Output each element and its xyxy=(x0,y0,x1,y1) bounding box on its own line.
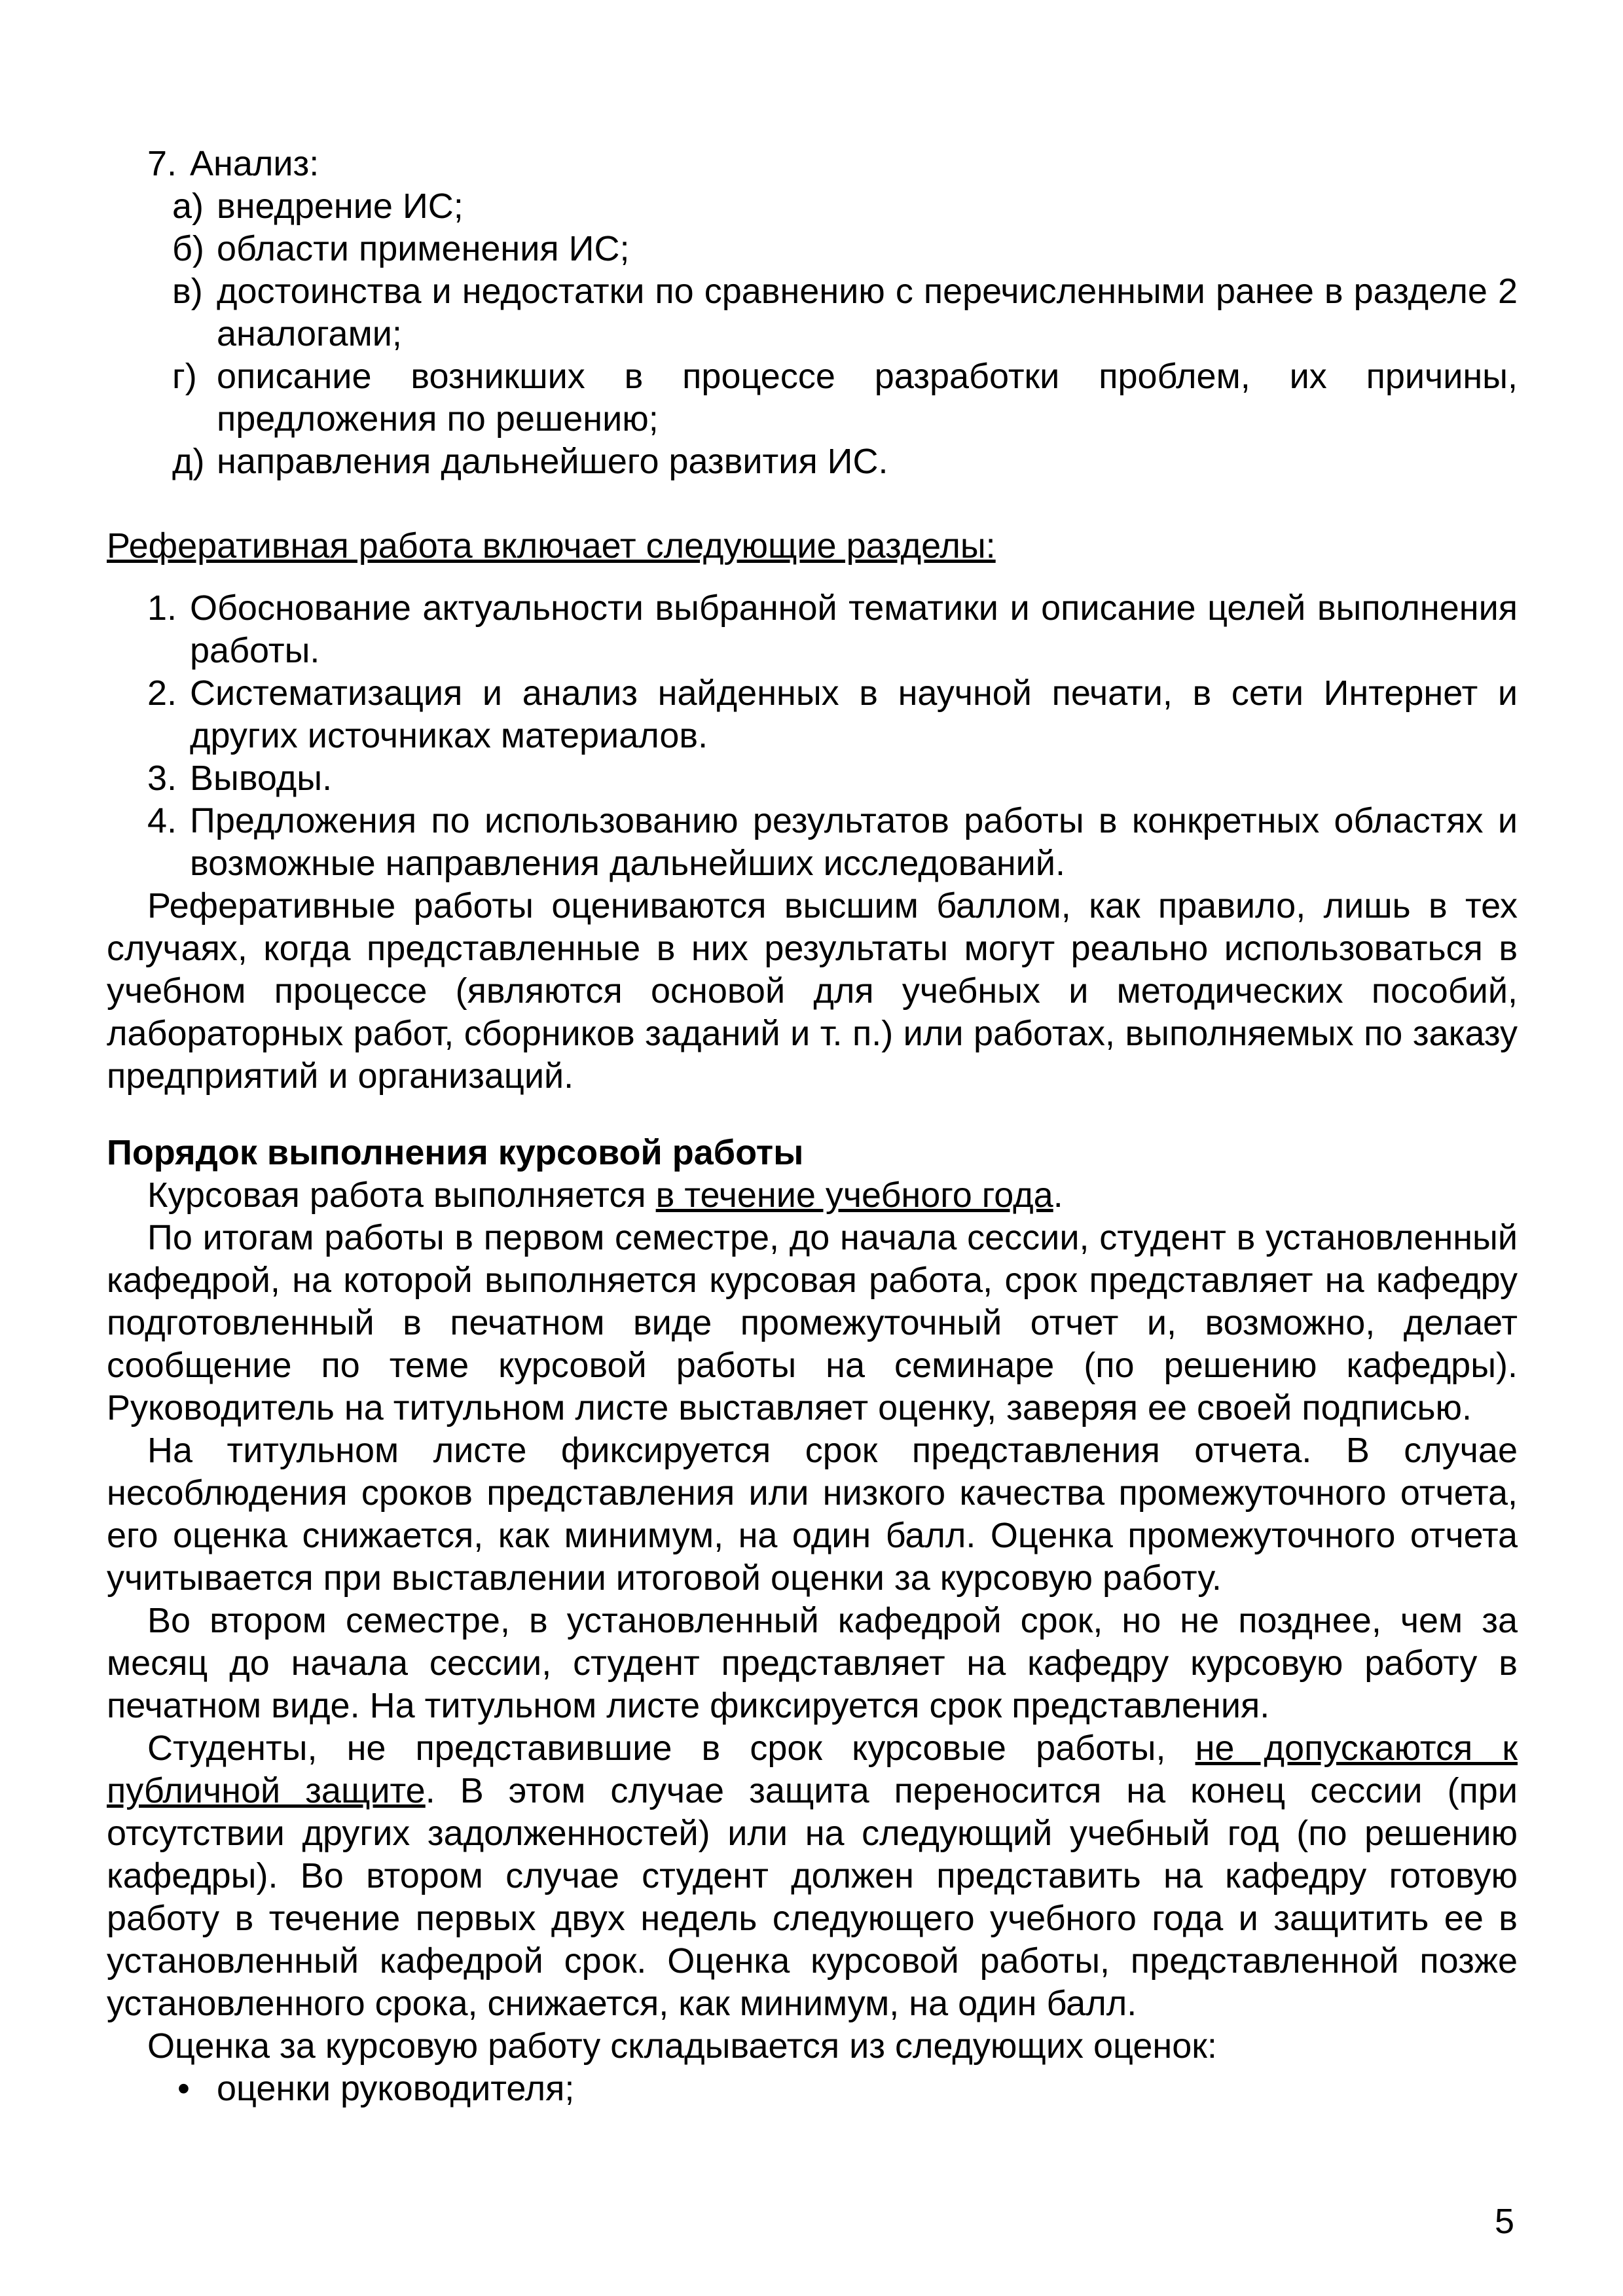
list-item xyxy=(107,270,1518,355)
bullet-marker: • xyxy=(177,2069,190,2108)
analysis-list-title-row xyxy=(107,143,1518,185)
list-item-text: Обоснование актуальности выбранной тематики и описание целей выполнения работы. xyxy=(190,588,1518,670)
bullet-item-text: оценки руководителя; xyxy=(217,2069,575,2108)
list-letter-marker: а) xyxy=(172,187,204,226)
list-item-text: Предложения по использованию результатов работы в конкретных областях и возможные направления дальнейших исследований. xyxy=(190,801,1518,883)
list-item xyxy=(107,185,1518,228)
underlined-phrase: в течение учебного года xyxy=(655,1175,1053,1215)
list-letter-marker: б) xyxy=(172,229,204,268)
section-heading-referat: Реферативная работа включает следующие разделы: xyxy=(107,526,996,565)
list-item-text: направления дальнейшего развития ИС. xyxy=(217,442,888,481)
analysis-list xyxy=(107,143,1518,483)
order-paragraph-1 xyxy=(107,1174,1518,1217)
paragraph-text: Курсовая работа выполняется xyxy=(147,1175,656,1215)
analysis-list-title: Анализ: xyxy=(190,144,319,183)
list-number-marker: 1. xyxy=(147,588,177,628)
order-paragraph-2: По итогам работы в первом семестре, до начала сессии, студент в установленный кафедрой, на которой выполняется курсовая работа, срок представляет на кафедру подготовленный в печатном виде промежуточный отчет и, возможно, делает сообщение по теме курсовой работы на семинаре (по решению кафедры). Руководитель на титульном листе выставляет оценку, заверяя ее своей подписью. xyxy=(107,1218,1518,1427)
underlined-phrase: не допускаются к публичной защите xyxy=(107,1729,1518,1810)
list-item xyxy=(107,355,1518,440)
list-item-text: достоинства и недостатки по сравнению с перечисленными ранее в разделе 2 аналогами; xyxy=(217,272,1518,353)
list-item-text: внедрение ИС; xyxy=(217,187,464,226)
list-item xyxy=(107,587,1518,672)
order-paragraph-3: На титульном листе фиксируется срок представления отчета. В случае несоблюдения сроков представления или низкого качества промежуточного отчета, его оценка снижается, как минимум, на один балл. Оценка промежуточного отчета учитывается при выставлении итоговой оценки за курсовую работу. xyxy=(107,1431,1518,1598)
paragraph-text: . xyxy=(1053,1175,1063,1215)
list-number-marker: 2. xyxy=(147,673,177,713)
list-item-text: области применения ИС; xyxy=(217,229,630,268)
list-letter-marker: г) xyxy=(172,357,197,396)
list-number-marker: 3. xyxy=(147,759,177,798)
list-letter-marker: в) xyxy=(172,272,203,311)
order-paragraph-5 xyxy=(107,1727,1518,2025)
list-item xyxy=(107,672,1518,757)
paragraph-text: . В этом случае защита переносится на конец сессии (при отсутствии других задолженностей) или на следующий учебный год (по решению кафедры). Во втором случае студент должен представить на кафедру готовую работу в течение первых двух недель следующего учебного года и защитить ее в установленный кафедрой срок. Оценка курсовой работы, представленной позже установленного срока, снижается, как минимум, на один балл. xyxy=(107,1771,1518,2023)
list-number-marker: 7. xyxy=(147,144,177,183)
list-item xyxy=(107,800,1518,885)
paragraph-text: Студенты, не представившие в срок курсовые работы, xyxy=(147,1729,1195,1768)
list-item xyxy=(107,440,1518,483)
list-item xyxy=(107,228,1518,270)
section-heading-order: Порядок выполнения курсовой работы xyxy=(107,1133,804,1172)
bullet-list-item xyxy=(107,2068,1518,2110)
list-item-text: Систематизация и анализ найденных в научной печати, в сети Интернет и других источниках материалов. xyxy=(190,673,1518,755)
referat-list xyxy=(107,587,1518,885)
order-paragraph-6: Оценка за курсовую работу складывается из следующих оценок: xyxy=(147,2026,1217,2066)
list-letter-marker: д) xyxy=(172,442,205,481)
list-item xyxy=(107,757,1518,800)
list-item-text: Выводы. xyxy=(190,759,333,798)
referat-evaluation-paragraph: Реферативные работы оцениваются высшим баллом, как правило, лишь в тех случаях, когда представленные в них результаты могут реально использоваться в учебном процессе (являются основой для учебных и методических пособий, лабораторных работ, сборников заданий и т. п.) или работах, выполняемых по заказу предприятий и организаций. xyxy=(107,886,1518,1096)
page-number: 5 xyxy=(1494,2202,1514,2241)
list-number-marker: 4. xyxy=(147,801,177,840)
list-item-text: описание возникших в процессе разработки проблем, их причины, предложения по решению; xyxy=(217,357,1518,439)
order-paragraph-4: Во втором семестре, в установленный кафедрой срок, но не позднее, чем за месяц до начала сессии, студент представляет на кафедру курсовую работу в печатном виде. На титульном листе фиксируется срок представления. xyxy=(107,1601,1518,1725)
